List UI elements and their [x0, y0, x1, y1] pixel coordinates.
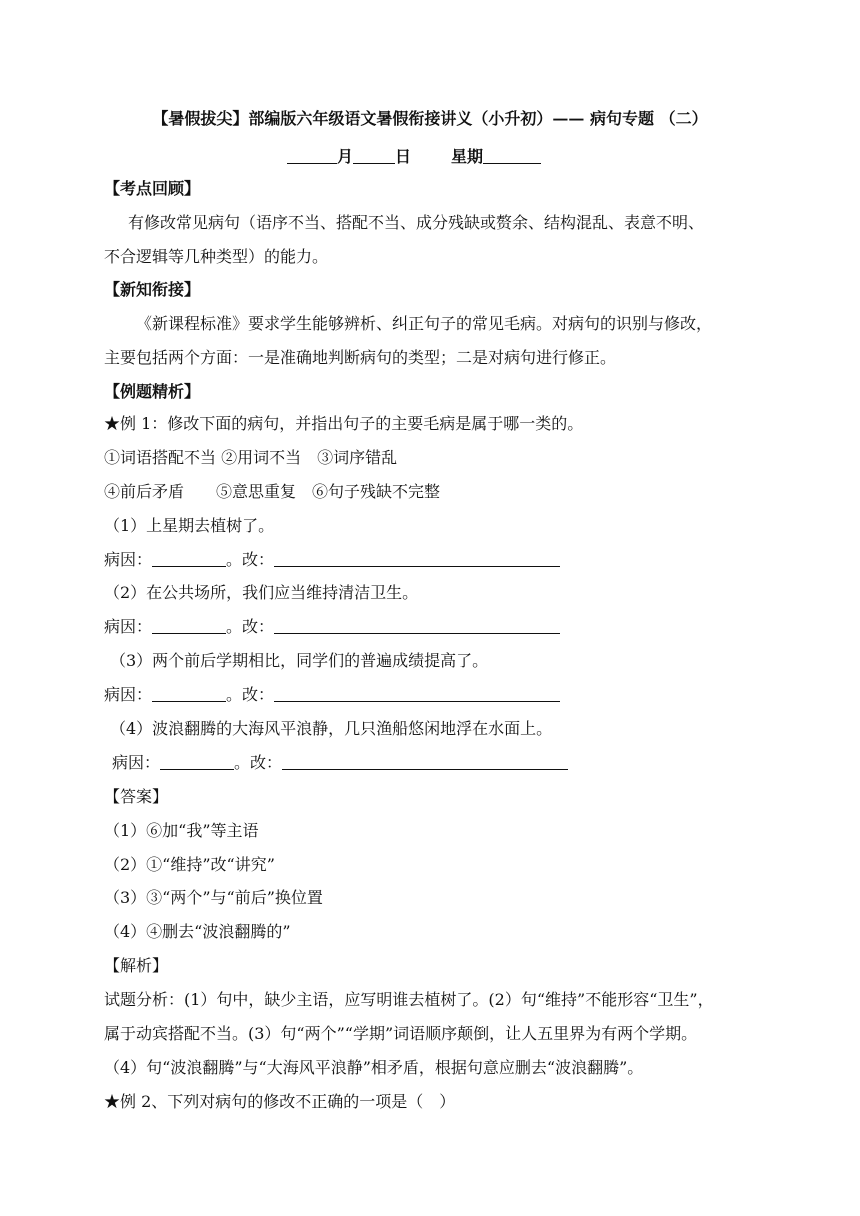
example-heading: 【例题精析】 — [104, 382, 201, 401]
cause-blank-3[interactable] — [152, 685, 226, 702]
new-knowledge-heading: 【新知衔接】 — [104, 280, 201, 299]
new-knowledge-text-2: 主要包括两个方面：一是准确地判断病句的类型；二是对病句进行修正。 — [104, 348, 617, 367]
answer-line-3 — [104, 684, 560, 706]
example1-prompt: ★例 1：修改下面的病句，并指出句子的主要毛病是属于哪一类的。 — [104, 414, 584, 433]
answer-4: （4）④删去“波浪翻腾的” — [104, 922, 291, 941]
cause-blank-4[interactable] — [160, 753, 234, 770]
fix-blank-2[interactable] — [274, 617, 560, 634]
fix-blank-4[interactable] — [282, 753, 568, 770]
cause-label: 病因： — [104, 685, 153, 704]
cause-blank-2[interactable] — [152, 617, 226, 634]
analysis-text-1: 试题分析：(1）句中，缺少主语，应写明谁去植树了。(2）句“维持”不能形容“卫生”， — [104, 990, 714, 1009]
cause-blank-1[interactable] — [152, 550, 226, 567]
review-text-2: 不合逻辑等几种类型）的能力。 — [104, 247, 329, 266]
fix-label: 。改： — [234, 753, 283, 772]
fix-blank-3[interactable] — [274, 685, 560, 702]
question-3: （3）两个前后学期相比，同学们的普遍成绩提高了。 — [110, 651, 489, 670]
review-heading: 【考点回顾】 — [104, 179, 201, 198]
example2-prompt: ★例 2、下列对病句的修改不正确的一项是（ ） — [104, 1092, 456, 1111]
cause-label: 病因： — [112, 753, 161, 772]
new-knowledge-text-1: 《新课程标准》要求学生能够辨析、纠正句子的常见毛病。对病句的识别与修改， — [136, 314, 713, 333]
answer-line-2 — [104, 616, 560, 638]
example1-options-2: ④前后矛盾 ⑤意思重复 ⑥句子残缺不完整 — [104, 482, 441, 501]
weekday-blank[interactable] — [483, 147, 541, 164]
fix-label: 。改： — [226, 550, 275, 569]
fix-label: 。改： — [226, 617, 275, 636]
answer-3: （3）③“两个”与“前后”换位置 — [104, 888, 323, 907]
answer-line-4 — [112, 752, 568, 774]
month-blank[interactable] — [287, 147, 337, 164]
example1-options-1: ①词语搭配不当 ②用词不当 ③词序错乱 — [104, 448, 398, 467]
month-label: 月 — [337, 147, 354, 166]
day-label: 日 — [395, 147, 412, 166]
fix-blank-1[interactable] — [274, 550, 560, 567]
review-text-1: 有修改常见病句（语序不当、搭配不当、成分残缺或赘余、结构混乱、表意不明、 — [128, 213, 705, 232]
cause-label: 病因： — [104, 617, 153, 636]
fix-label: 。改： — [226, 685, 275, 704]
cause-label: 病因： — [104, 550, 153, 569]
answer-heading: 【答案】 — [104, 787, 169, 806]
weekday-label: 星期 — [451, 147, 484, 166]
answer-1: （1）⑥加“我”等主语 — [104, 821, 259, 840]
analysis-text-3: （4）句“波浪翻腾”与“大海风平浪静”相矛盾，根据句意应删去“波浪翻腾”。 — [104, 1058, 644, 1077]
day-blank[interactable] — [353, 147, 395, 164]
answer-line-1 — [104, 549, 560, 571]
question-4: （4）波浪翻腾的大海风平浪静，几只渔船悠闲地浮在水面上。 — [110, 719, 553, 738]
question-1: （1）上星期去植树了。 — [104, 516, 275, 535]
date-line — [287, 146, 541, 168]
analysis-text-2: 属于动宾搭配不当。(3）句“两个”“学期”词语顺序颠倒，让人五里界为有两个学期。 — [104, 1024, 698, 1043]
analysis-heading: 【解析】 — [104, 956, 169, 975]
question-2: （2）在公共场所，我们应当维持清洁卫生。 — [104, 583, 419, 602]
document-title: 【暑假拔尖】部编版六年级语文暑假衔接讲义（小升初）—— 病句专题 （二） — [152, 109, 708, 128]
answer-2: （2）①“维持”改“讲究” — [104, 855, 275, 874]
